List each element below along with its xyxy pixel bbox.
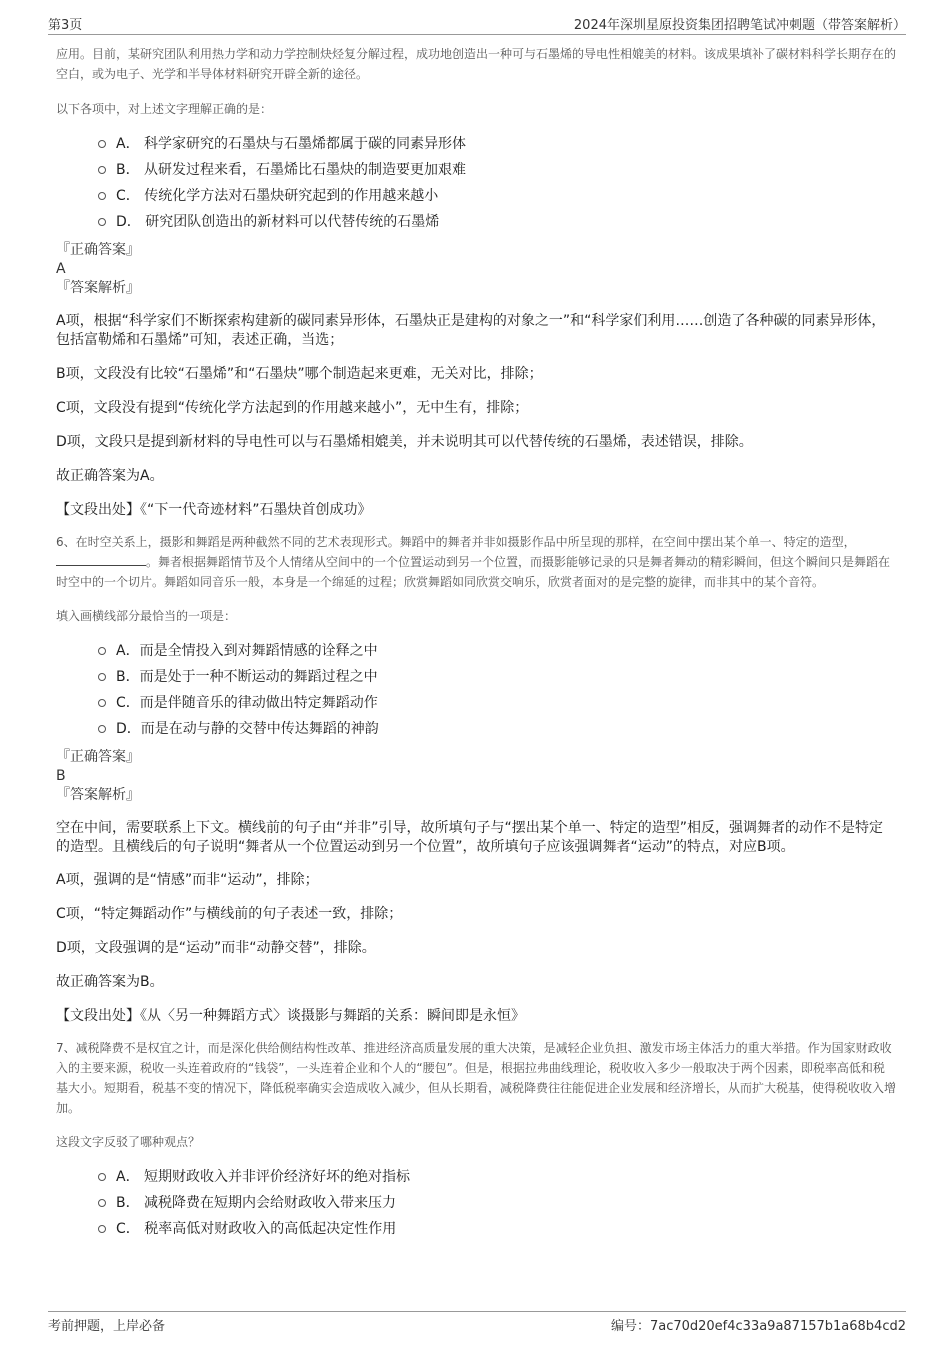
q6-analysis-c: C项，“特定舞蹈动作”与横线前的句子表述一致，排除；	[56, 906, 403, 922]
page-content	[56, 42, 896, 1242]
q7-question: 这段文字反驳了哪种观点？	[56, 1135, 201, 1149]
q6-answer: B	[56, 768, 66, 784]
footer-slogan: 考前押题，上岸必备	[48, 1319, 166, 1334]
q6-answer-label: 『正确答案』	[56, 749, 140, 765]
q5-passage: 应用。目前，某研究团队利用热力学和动力学控制炔烃复分解过程，成功地创造出一种可与石墨烯的导电性相媲美的材料。该成果填补了碳材料科学长期存在的空白，或为电子、光学和半导体材料研究开辟全新的途径。	[56, 47, 897, 81]
q5-analysis-a: A项，根据“科学家们不断探索构建新的碳同素异形体，石墨炔正是建构的对象之一”和“科学家们利用……创造了各种碳的同素异形体，包括富勒烯和石墨烯”可知，表述正确，当选；	[56, 313, 886, 348]
radio-icon[interactable]	[98, 699, 106, 707]
radio-icon[interactable]	[98, 725, 106, 733]
radio-icon[interactable]	[98, 140, 106, 148]
q5-analysis-label: 『答案解析』	[56, 280, 140, 296]
page-number: 第3页	[48, 18, 83, 33]
document-title: 2024年深圳星原投资集团招聘笔试冲刺题（带答案解析）	[573, 18, 906, 33]
q6-source: 【文段出处】《从〈另一种舞蹈方式〉谈摄影与舞蹈的关系：瞬间即是永恒》	[56, 1008, 525, 1024]
page-footer	[48, 1311, 906, 1334]
q6-option-d[interactable]: D．而是在动与静的交替中传达舞蹈的神韵	[56, 716, 896, 742]
q5-answer-label: 『正确答案』	[56, 242, 140, 258]
q7-passage: 7、减税降费不是权宜之计，而是深化供给侧结构性改革、推进经济高质量发展的重大决策，是减轻企业负担、激发市场主体活力的重大举措。作为国家财政收入的主要来源，税收一头连着政府的“钱袋”，一头连着企业和个人的“腰包”。但是，根据拉弗曲线理论，税收收入多少一般取决于两个因素，即税率高低和税基大小。短期看，税基不变的情况下，降低税率确实会造成收入减少，但从长期看，减税降费往往能促进企业发展和经济增长，从而扩大税基，使得税收收入增加。	[56, 1041, 897, 1115]
q7-option-a[interactable]: A． 短期财政收入并非评价经济好坏的绝对指标	[56, 1164, 896, 1190]
radio-icon[interactable]	[98, 1225, 106, 1233]
q6-options	[56, 638, 896, 742]
q5-option-b[interactable]: B． 从研发过程来看，石墨烯比石墨炔的制造要更加艰难	[56, 157, 896, 183]
q6-question: 填入画横线部分最恰当的一项是：	[56, 609, 237, 623]
radio-icon[interactable]	[98, 673, 106, 681]
radio-icon[interactable]	[98, 1199, 106, 1207]
q7-option-b[interactable]: B． 减税降费在短期内会给财政收入带来压力	[56, 1190, 896, 1216]
q7-option-c[interactable]: C． 税率高低对财政收入的高低起决定性作用	[56, 1216, 896, 1242]
q6-analysis-label: 『答案解析』	[56, 787, 140, 803]
q5-conclusion: 故正确答案为A。	[56, 468, 164, 484]
radio-icon[interactable]	[98, 192, 106, 200]
radio-icon[interactable]	[98, 1173, 106, 1181]
q6-option-b[interactable]: B．而是处于一种不断运动的舞蹈过程之中	[56, 664, 896, 690]
q6-conclusion: 故正确答案为B。	[56, 974, 164, 990]
page-header	[48, 12, 906, 35]
q5-option-a[interactable]: A． 科学家研究的石墨炔与石墨烯都属于碳的同素异形体	[56, 131, 896, 157]
q7-options	[56, 1164, 896, 1242]
q5-option-c[interactable]: C． 传统化学方法对石墨炔研究起到的作用越来越小	[56, 183, 896, 209]
q5-options	[56, 131, 896, 235]
radio-icon[interactable]	[98, 218, 106, 226]
q5-analysis-d: D项，文段只是提到新材料的导电性可以与石墨烯相媲美，并未说明其可以代替传统的石墨烯，表述错误，排除。	[56, 434, 753, 450]
q6-analysis-a: A项，强调的是“情感”而非“运动”，排除；	[56, 872, 319, 888]
q6-option-c[interactable]: C．而是伴随音乐的律动做出特定舞蹈动作	[56, 690, 896, 716]
q6-passage: 6、在时空关系上，摄影和舞蹈是两种截然不同的艺术表现形式。舞蹈中的舞者并非如摄影作品中所呈现的那样，在空间中摆出某个单一、特定的造型，。舞者根据舞蹈情节及个人情绪从空间中的一个位置运动到另一个位置，而摄影能够记录的只是舞者舞动的精彩瞬间，但这个瞬间只是舞蹈在时空中的一个切片。舞蹈如同音乐一般，本身是一个绵延的过程；欣赏舞蹈如同欣赏交响乐，欣赏者面对的是完整的旋律，而非其中的某个音符。	[56, 535, 891, 589]
q5-analysis-c: C项，文段没有提到“传统化学方法起到的作用越来越小”，无中生有，排除；	[56, 400, 529, 416]
q5-answer: A	[56, 261, 66, 277]
q5-source: 【文段出处】《“下一代奇迹材料”石墨炔首创成功》	[56, 502, 372, 518]
q5-option-d[interactable]: D． 研究团队创造出的新材料可以代替传统的石墨烯	[56, 209, 896, 235]
q5-analysis-b: B项，文段没有比较“石墨烯”和“石墨炔”哪个制造起来更难，无关对比，排除；	[56, 366, 543, 382]
q6-analysis-main: 空在中间，需要联系上下文。横线前的句子由“并非”引导，故所填句子与“摆出某个单一、特定的造型”相反，强调舞者的动作不是特定的造型。且横线后的句子说明“舞者从一个位置运动到另一个位置”，故所填句子应该强调舞者“运动”的特点，对应B项。	[56, 820, 884, 855]
q6-analysis-d: D项，文段强调的是“运动”而非“动静交替”，排除。	[56, 940, 376, 956]
fill-blank	[56, 553, 146, 566]
q5-question: 以下各项中，对上述文字理解正确的是：	[56, 102, 273, 116]
document-code: 编号：7ac70d20ef4c33a9a87157b1a68b4cd2	[610, 1319, 906, 1334]
q6-option-a[interactable]: A．而是全情投入到对舞蹈情感的诠释之中	[56, 638, 896, 664]
radio-icon[interactable]	[98, 166, 106, 174]
radio-icon[interactable]	[98, 647, 106, 655]
